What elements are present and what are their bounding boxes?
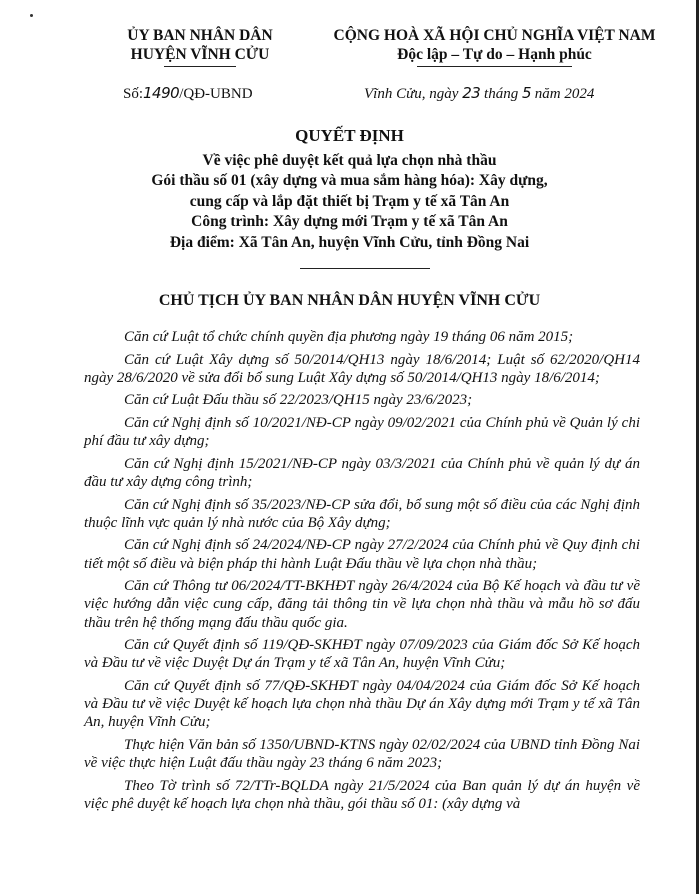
document-body <box>84 328 640 818</box>
date-day-handwritten: 23 <box>462 84 481 102</box>
place-and-date <box>364 84 594 103</box>
document-subject <box>0 151 699 253</box>
doc-number-suffix: /QĐ-UBND <box>179 86 253 102</box>
issuer-line-2: HUYỆN VĨNH CỬU <box>130 46 270 63</box>
legal-basis-paragraph: Căn cứ Quyết định số 77/QĐ-SKHĐT ngày 04/04/2024 của Giám đốc Sở Kế hoạch và Đầu tư về việc Duyệt kế hoạch lựa chọn nhà thầu Dự án Xây dựng mới Trạm y tế xã Tân An, huyện Vĩnh Cửu; <box>84 677 640 731</box>
date-month-handwritten: 5 <box>521 84 531 102</box>
legal-basis-paragraph: Căn cứ Luật Xây dựng số 50/2014/QH13 ngày 18/6/2014; Luật số 62/2020/QH14 ngày 28/6/2020 về sửa đổi bổ sung Luật Xây dựng số 50/2014/QH13 ngày 18/6/2014; <box>84 351 640 386</box>
issuer-underline <box>164 66 236 67</box>
subject-divider <box>300 268 430 269</box>
motto-underline <box>417 66 572 67</box>
legal-basis-paragraph: Căn cứ Luật tổ chức chính quyền địa phương ngày 19 tháng 06 năm 2015; <box>124 329 574 345</box>
doc-number-handwritten: 1490 <box>143 84 180 102</box>
date-middle: tháng <box>480 86 522 102</box>
subject-line: Gói thầu số 01 (xây dựng và mua sắm hàng hóa): Xây dựng, <box>151 172 548 190</box>
legal-basis-paragraph: Căn cứ Nghị định 15/2021/NĐ-CP ngày 03/3/2021 của Chính phủ về quản lý dự án đầu tư xây dựng công trình; <box>84 455 640 490</box>
doc-number-prefix: Số: <box>123 86 144 102</box>
place-prefix: Vĩnh Cửu, ngày <box>364 86 463 102</box>
document-title: QUYẾT ĐỊNH <box>295 126 404 145</box>
national-title: CỘNG HOÀ XÃ HỘI CHỦ NGHĨA VIỆT NAM <box>333 27 656 44</box>
legal-basis-paragraph: Căn cứ Nghị định số 35/2023/NĐ-CP sửa đổi, bổ sung một số điều của các Nghị định thuộc lĩnh vực quản lý nhà nước của Bộ Xây dựng; <box>84 496 640 531</box>
issuer-header <box>100 26 300 67</box>
legal-basis-paragraph: Thực hiện Văn bản số 1350/UBND-KTNS ngày 02/02/2024 của UBND tỉnh Đồng Nai về việc thực hiện Luật đấu thầu ngày 23 tháng 6 năm 2023; <box>84 736 640 772</box>
scan-speck <box>30 14 33 17</box>
subject-line: Về việc phê duyệt kết quả lựa chọn nhà thầu <box>202 152 497 169</box>
issuer-line-1: ỦY BAN NHÂN DÂN <box>127 27 273 44</box>
legal-basis-paragraph: Căn cứ Luật Đấu thầu số 22/2023/QH15 ngày 23/6/2023; <box>124 392 473 409</box>
legal-basis-paragraph: Theo Tờ trình số 72/TTr-BQLDA ngày 21/5/2024 của Ban quản lý dự án huyện về việc phê duyệt kế hoạch lựa chọn nhà thầu, gói thầu số 01: (xây dựng và <box>84 777 640 812</box>
subject-line: cung cấp và lắp đặt thiết bị Trạm y tế xã Tân An <box>189 192 510 210</box>
subject-line: Địa điểm: Xã Tân An, huyện Vĩnh Cửu, tỉnh Đồng Nai <box>169 233 530 251</box>
national-header <box>322 26 667 67</box>
subject-line: Công trình: Xây dựng mới Trạm y tế xã Tân An <box>191 213 508 231</box>
date-suffix: năm 2024 <box>531 86 595 102</box>
document-number <box>123 84 253 103</box>
legal-basis-paragraph: Căn cứ Nghị định số 24/2024/NĐ-CP ngày 27/2/2024 của Chính phủ về Quy định chi tiết một số điều và biện pháp thi hành Luật Đấu thầu về lựa chọn nhà thầu; <box>84 537 640 572</box>
legal-basis-paragraph: Căn cứ Thông tư 06/2024/TT-BKHĐT ngày 26/4/2024 của Bộ Kế hoạch và đầu tư về việc hướng dẫn việc cung cấp, đăng tải thông tin về lựa chọn nhà thầu và mẫu hồ sơ đấu thầu trên hệ thống mạng đấu thầu quốc gia. <box>84 578 640 631</box>
issuing-authority: CHỦ TỊCH ỦY BAN NHÂN DÂN HUYỆN VĨNH CỬU <box>158 292 541 309</box>
legal-basis-paragraph: Căn cứ Nghị định số 10/2021/NĐ-CP ngày 09/02/2021 của Chính phủ về Quản lý chi phí đầu tư xây dựng; <box>84 414 640 450</box>
national-motto: Độc lập – Tự do – Hạnh phúc <box>397 46 592 63</box>
legal-basis-paragraph: Căn cứ Quyết định số 119/QĐ-SKHĐT ngày 07/09/2023 của Giám đốc Sở Kế hoạch và Đầu tư về việc Duyệt Dự án Trạm y tế xã Tân An, huyện Vĩnh Cửu; <box>84 637 640 672</box>
